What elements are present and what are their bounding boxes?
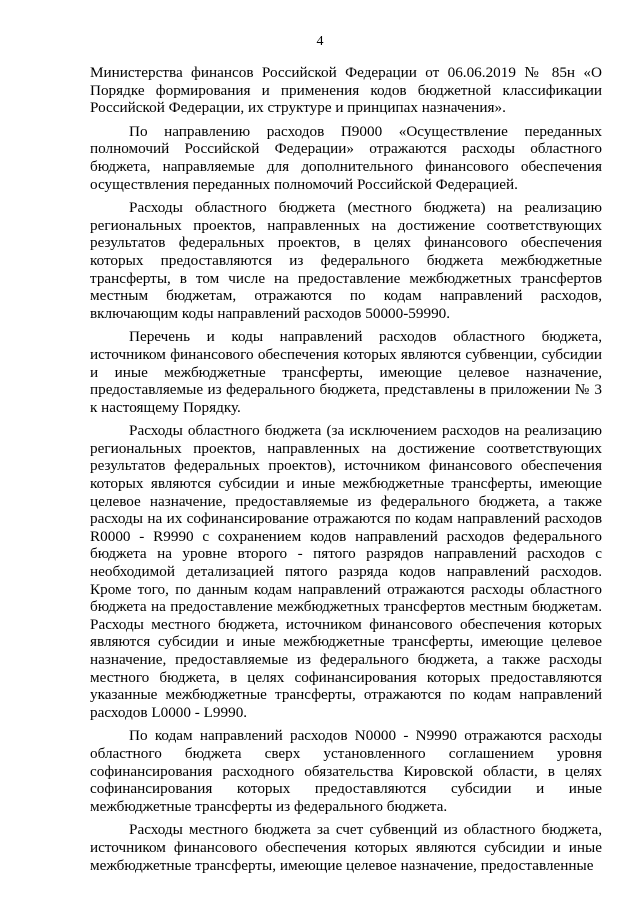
paragraph-list-of-codes: Перечень и коды направлений расходов областного бюджета, источником финансового обеспечения которых являются субвенции, субсидии и иные межбюджетные трансферты, имеющие целевое назначение, предоставляемые из федерального бюджета, представлены в приложении № 3 к настоящему Порядку. bbox=[90, 328, 602, 416]
page-number: 4 bbox=[316, 34, 324, 49]
paragraph-r-l-codes: Расходы областного бюджета (за исключением расходов на реализацию региональных проектов, направленных на достижение соответствующих результатов федеральных проектов), источником финансового обеспечения которых являются субсидии и иные межбюджетные трансферты, имеющие целевое назначение, предоставляемые из федерального бюджета, а также расходы на их софинансирование отражаются по кодам направлений расходов R0000 - R9990 с сохранением кодов направлений расходов федерального бюджета на уровне второго - пятого разрядов направлений расходов с необходимой детализацией пятого разряда кодов направлений расходов. Кроме того, по данным кодам направлений отражаются расходы областного бюджета на предоставление межбюджетных трансфертов местным бюджетам. Расходы местного бюджета, источником финансового обеспечения которых являются субсидии и иные межбюджетные трансферты, имеющие целевое назначение, предоставляемые из федерального бюджета, а также расходы местного бюджета, в целях софинансирования которых предоставляются указанные межбюджетные трансферты, отражаются по кодам направлений расходов L0000 - L9990. bbox=[90, 422, 602, 721]
paragraph-continuation: Министерства финансов Российской Федерации от 06.06.2019 № 85н «О Порядке формирования и применения кодов бюджетной классификации Российской Федерации, их структуре и принципах назначения». bbox=[90, 64, 602, 117]
paragraph-n-codes: По кодам направлений расходов N0000 - N9990 отражаются расходы областного бюджета сверх установленного соглашением уровня софинансирования расходного обязательства Кировской области, в целях софинансирования которых предоставляются субсидии и иные межбюджетные трансферты из федерального бюджета. bbox=[90, 727, 602, 815]
paragraph-regional-projects: Расходы областного бюджета (местного бюджета) на реализацию региональных проектов, направленных на достижение соответствующих результатов федеральных проектов, в целях финансового обеспечения которых предоставляются из федерального бюджета межбюджетные трансферты, в том числе на предоставление межбюджетных трансфертов местным бюджетам, отражаются по кодам направлений расходов, включающим коды направлений расходов 50000-59990. bbox=[90, 199, 602, 322]
paragraph-local-budget-subventions: Расходы местного бюджета за счет субвенций из областного бюджета, источником финансового обеспечения которых являются субсидии и иные межбюджетные трансферты, имеющие целевое назначение, предоставленные bbox=[90, 821, 602, 874]
document-body bbox=[90, 64, 602, 874]
paragraph-p9000-expenses: По направлению расходов П9000 «Осуществление переданных полномочий Российской Федерации» отражаются расходы областного бюджета, направляемые для дополнительного финансового обеспечения осуществления переданных полномочий Российской Федерацией. bbox=[90, 122, 602, 193]
